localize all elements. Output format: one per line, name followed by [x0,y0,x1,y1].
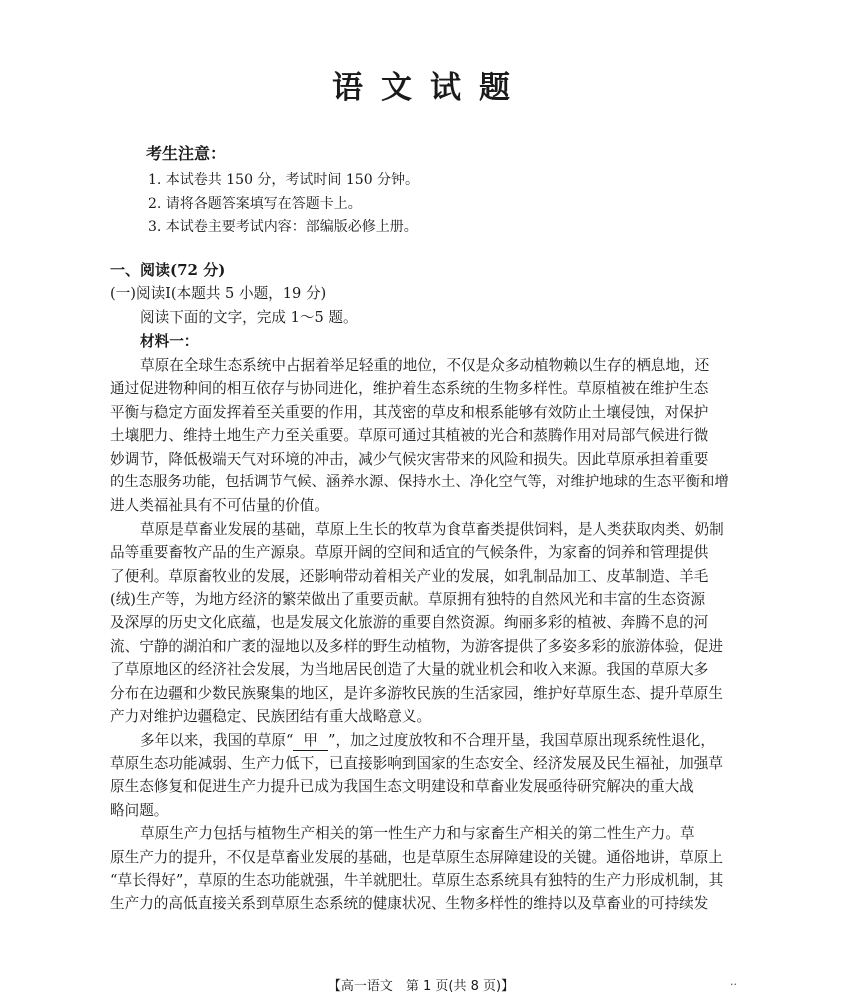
text-line: 的生态服务功能，包括调节气候、涵养水源、保持水土、净化空气等，对维护地球的生态平衡和增 [110,474,729,491]
text-line: “草长得好”，草原的生态功能就强，牛羊就肥壮。草原生态系统具有独特的生产力形成机制，其 [110,871,724,889]
text-line: 草原在全球生态系统中占据着举足轻重的地位，不仅是众多动植物赖以生存的栖息地，还 [140,357,710,374]
notice-item: 3. 本试卷主要考试内容：部编版必修上册。 [148,219,418,235]
text-span: 多年以来，我国的草原“ [140,731,294,749]
text-line: 土壤肥力、维持土地生产力至关重要。草原可通过其植被的光合和蒸腾作用对局部气候进行微 [110,427,709,445]
material-label: 材料一： [140,333,199,350]
text-line: 生产力的高低直接关系到草原生态系统的健康状况、生物多样性的维持以及草畜业的可持续发 [110,895,709,913]
paragraph-2 [110,518,734,729]
text-line: 了便利。草原畜牧业的发展，还影响带动着相关产业的发展，如乳制品加工、皮革制造、羊毛 [110,567,709,585]
section-title: 一、阅读(72 分) [110,261,226,279]
text-line: 草原生产力包括与植物生产相关的第一性生产力和与家畜生产相关的第二性生产力。草 [140,825,695,843]
answer-blank-jia: 甲 [293,732,328,751]
text-line: 产力对维护边疆稳定、民族团结有重大战略意义。 [110,708,432,726]
page-footer: 【高一语文 第 1 页(共 8 页)】 [327,979,515,994]
text-line: (绒)生产等，为地方经济的繁荣做出了重要贡献。草原拥有独特的自然风光和丰富的生态资源 [110,591,706,609]
text-line: 通过促进物种间的相互依存与协同进化，维护着生态系统的生物多样性。草原植被在维护生态 [110,380,709,398]
section-subtitle: (一)阅读Ⅰ(本题共 5 小题，19 分) [110,285,327,302]
notice-item: 1. 本试卷共 150 分，考试时间 150 分钟。 [148,172,420,188]
reading-instruction: 阅读下面的文字，完成 1～5 题。 [140,309,358,326]
text-line: 进人类福祉具有不可估量的价值。 [110,497,329,515]
text-line: 草原是草畜业发展的基础，草原上生长的牧草为食草畜类提供饲料，是人类获取肉类、奶制 [140,520,724,538]
text-line: 原生产力的提升，不仅是草畜业发展的基础，也是草原生态屏障建设的关键。通俗地讲，草原上 [110,848,723,866]
candidate-notice [146,143,419,240]
text-line: 分布在边疆和少数民族聚集的地区，是许多游牧民族的生活家园，维护好草原生态、提升草原生 [110,684,723,702]
text-line: 草原生态功能减弱、生产力低下，已直接影响到国家的生态安全、经济发展及民生福祉，加强草 [110,754,723,772]
paragraph-3 [110,729,734,823]
paragraph-1 [110,354,734,518]
text-line: 了草原地区的经济社会发展，为当地居民创造了大量的就业机会和收入来源。我国的草原大多 [110,661,709,679]
text-span: ”，加之过度放牧和不合理开垦，我国草原出现系统性退化， [328,731,715,749]
text-line: 原生态修复和促进生产力提升已成为我国生态文明建设和草畜业发展亟待研究解决的重大战 [110,778,694,796]
text-line: 流、宁静的湖泊和广袤的湿地以及多样的野生动植物，为游客提供了多姿多彩的旅游体验，促进 [110,637,723,655]
text-line: 品等重要畜牧产品的生产源泉。草原开阔的空间和适宜的气候条件，为家畜的饲养和管理提供 [110,544,709,562]
reading-section [110,258,734,916]
paragraph-4 [110,822,734,916]
text-line: 及深厚的历史文化底蕴，也是发展文化旅游的重要自然资源。绚丽多彩的植被、奔腾不息的河 [110,614,709,632]
text-line: 妙调节，降低极端天气对环境的冲击，减少气候灾害带来的风险和损失。因此草原承担着重要 [110,450,709,468]
page-title: 语文试题 [332,70,528,106]
notice-item: 2. 请将各题答案填写在答题卡上。 [148,195,362,212]
notice-heading: 考生注意： [146,144,227,163]
text-line [110,729,734,752]
text-line: 平衡与稳定方面发挥着至关重要的作用，其茂密的草皮和根系能够有效防止土壤侵蚀，对保护 [110,403,709,421]
footer-mark: ·· [730,978,737,991]
text-line: 略问题。 [110,801,169,819]
